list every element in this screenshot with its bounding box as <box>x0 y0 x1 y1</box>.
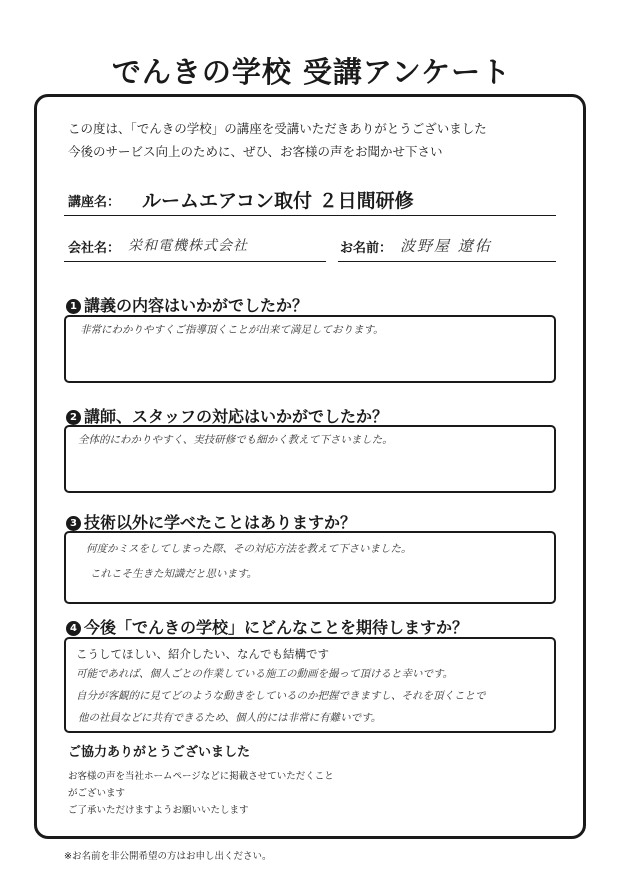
closing-thanks: ご協力ありがとうございました <box>68 745 251 760</box>
question-4 <box>66 615 468 638</box>
intro-line-2: 今後のサービス向上のために、ぜひ、お客様の声をお聞かせ下さい <box>68 144 443 159</box>
page-title: でんきの学校 受講アンケート <box>111 55 512 89</box>
answer-2-line-1: 全体的にわかりやすく、実技研修でも細かく教えて下さいました。 <box>78 434 393 446</box>
question-1-text: 講義の内容はいかがでしたか？ <box>84 296 309 315</box>
company-underline <box>64 261 326 262</box>
question-3-text: 技術以外に学べたことはありますか？ <box>84 513 357 532</box>
question-number-badge: 3 <box>66 516 81 531</box>
question-3 <box>66 510 356 533</box>
intro-line-1: この度は、「でんきの学校」の講座を受講いただきありがとうございました <box>68 121 487 136</box>
question-number-badge: 2 <box>66 410 81 425</box>
footnote: ※お名前を非公開希望の方はお申し出ください。 <box>64 851 272 862</box>
answer-4-line-3: 他の社員などに共有できるため、個人的には非常に有難いです。 <box>78 712 382 724</box>
answer-1-line-1: 非常にわかりやすくご指導頂くことが出来て満足しております。 <box>80 324 384 336</box>
name-underline <box>338 261 556 262</box>
answer-3-line-2: これこそ生きた知識だと思います。 <box>90 568 258 580</box>
answer-4-line-1: 可能であれば、個人ごとの作業している施工の動画を撮って頂けると幸いです。 <box>76 668 454 680</box>
question-2 <box>66 404 388 427</box>
closing-note-2: がございます <box>68 788 126 799</box>
question-4-text: 今後「でんきの学校」にどんなことを期待しますか？ <box>84 618 469 637</box>
company-label: 会社名： <box>68 241 121 256</box>
closing-note-3: ご了承いただけますようお願いいたします <box>68 805 249 816</box>
question-1 <box>66 293 308 316</box>
question-number-badge: 1 <box>66 299 81 314</box>
question-number-badge: 4 <box>66 621 81 636</box>
course-underline <box>64 215 556 216</box>
name-label: お名前： <box>340 241 393 256</box>
person-name-handwritten: 波野屋 遼佑 <box>400 237 492 255</box>
course-name: ルームエアコン取付 ２日間研修 <box>142 190 414 212</box>
company-name-handwritten: 栄和電機株式会社 <box>128 238 248 254</box>
closing-note-1: お客様の声を当社ホームページなどに掲載させていただくこと <box>68 771 334 782</box>
course-label: 講座名： <box>68 195 121 210</box>
answer-3-line-1: 何度かミスをしてしまった際、その対応方法を教えて下さいました。 <box>86 543 412 555</box>
question-4-prompt: こうしてほしい、紹介したい、なんでも結構です <box>76 647 329 661</box>
question-2-text: 講師、スタッフの対応はいかがでしたか？ <box>84 407 389 426</box>
answer-4-line-2: 自分が客観的に見てどのような動きをしているのか把握できますし、それを頂くことで <box>76 690 486 702</box>
